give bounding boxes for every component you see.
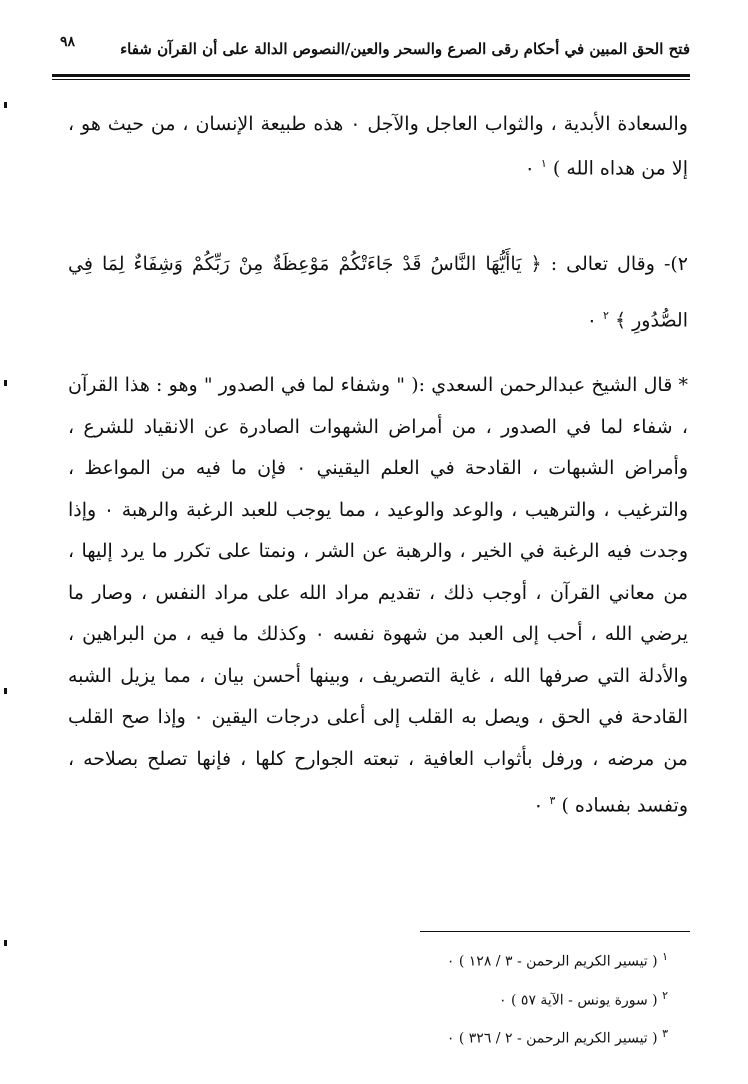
page-number: ٩٨: [60, 34, 76, 50]
paragraph-2-text: ٢)- وقال تعالى : ﴿ يَاأَيُّهَا النَّاسُ قَدْ جَاءَتْكُمْ مَوْعِظَةٌ مِنْ رَبِّكُمْ وَشِفَاءٌ لِمَا فِي الصُّدُورِ ﴾: [68, 253, 688, 332]
page-header: [60, 34, 690, 74]
footnote-1: [447, 940, 668, 979]
footnote-2: [447, 979, 668, 1018]
footnote-number: ١: [662, 950, 668, 963]
footnote-3: [447, 1017, 668, 1056]
margin-mark: [4, 940, 7, 946]
footnote-number: ٣: [662, 1027, 668, 1041]
margin-mark: [4, 688, 7, 694]
footnote-ref-3: ٣: [549, 794, 556, 807]
footnote-text: ( تيسير الكريم الرحمن - ٣ / ١٢٨ ) ٠: [446, 953, 658, 970]
paragraph-2: [68, 238, 688, 346]
footnote-text: ( سورة يونس - الآية ٥٧ ) ٠: [499, 992, 658, 1009]
header-rule-thin: [52, 79, 690, 80]
footnote-ref-1: ١: [540, 157, 547, 170]
running-title: فتح الحق المبين في أحكام رقى الصرع والسحر والعين/النصوص الدالة على أن القرآن شفاء: [120, 40, 690, 58]
margin-mark: [4, 380, 7, 386]
paragraph-3: [68, 365, 688, 827]
footnote-text: ( تيسير الكريم الرحمن - ٢ / ٣٢٦ ) ٠: [446, 1030, 658, 1047]
paragraph-3-text: * قال الشيخ عبدالرحمن السعدي :( " وشفاء لما في الصدور " وهو : هذا القرآن ، شفاء لما في الصدور ، من أمراض الشهوات الصادرة عن الانقياد للشرع ، وأمراض الشبهات ، القادحة في العلم اليقيني ٠ فإن ما فيه من المواعظ ، والترغيب ، والترهيب ، والوعد والوعيد ، مما يوجب للعبد الرغبة والرهبة ٠ وإذا وجدت فيه الرغبة في الخير ، والرهبة عن الشر ، ونمتا على تكرر ما يرد إليها ، من معاني القرآن ، أوجب ذلك ، تقديم مراد الله على مراد النفس ، وصار ما يرضي الله ، أحب إلى العبد من شهوة نفسه ٠ وكذلك ما فيه ، من البراهين ، والأدلة التي صرفها الله ، غاية التصريف ، وبينها أحسن بيان ، مما يزيل الشبه القادحة في الحق ، ويصل به القلب إلى أعلى درجات اليقين ٠ وإذا صح القلب من مرضه ، ورفل بأثواب العافية ، تبعته الجوارح كلها ، فإنها تصلح بصلاحه ، وتفسد بفساده ): [68, 374, 688, 817]
header-rule: [52, 74, 690, 77]
footnote-number: ٢: [662, 988, 668, 1002]
footnotes: [447, 940, 668, 1056]
paragraph-1-end: ٠: [524, 157, 535, 180]
footnote-ref-2: ٢: [602, 309, 609, 322]
margin-mark: [4, 102, 7, 108]
paragraph-3-end: ٠: [533, 794, 544, 817]
paragraph-1-text: والسعادة الأبدية ، والثواب العاجل والآجل ٠ هذه طبيعة الإنسان ، من حيث هو ، إلا من هداه الله ): [68, 113, 688, 180]
paragraph-2-end: ٠: [586, 309, 597, 332]
paragraph-1: [68, 104, 688, 188]
footnote-separator: [420, 931, 690, 932]
